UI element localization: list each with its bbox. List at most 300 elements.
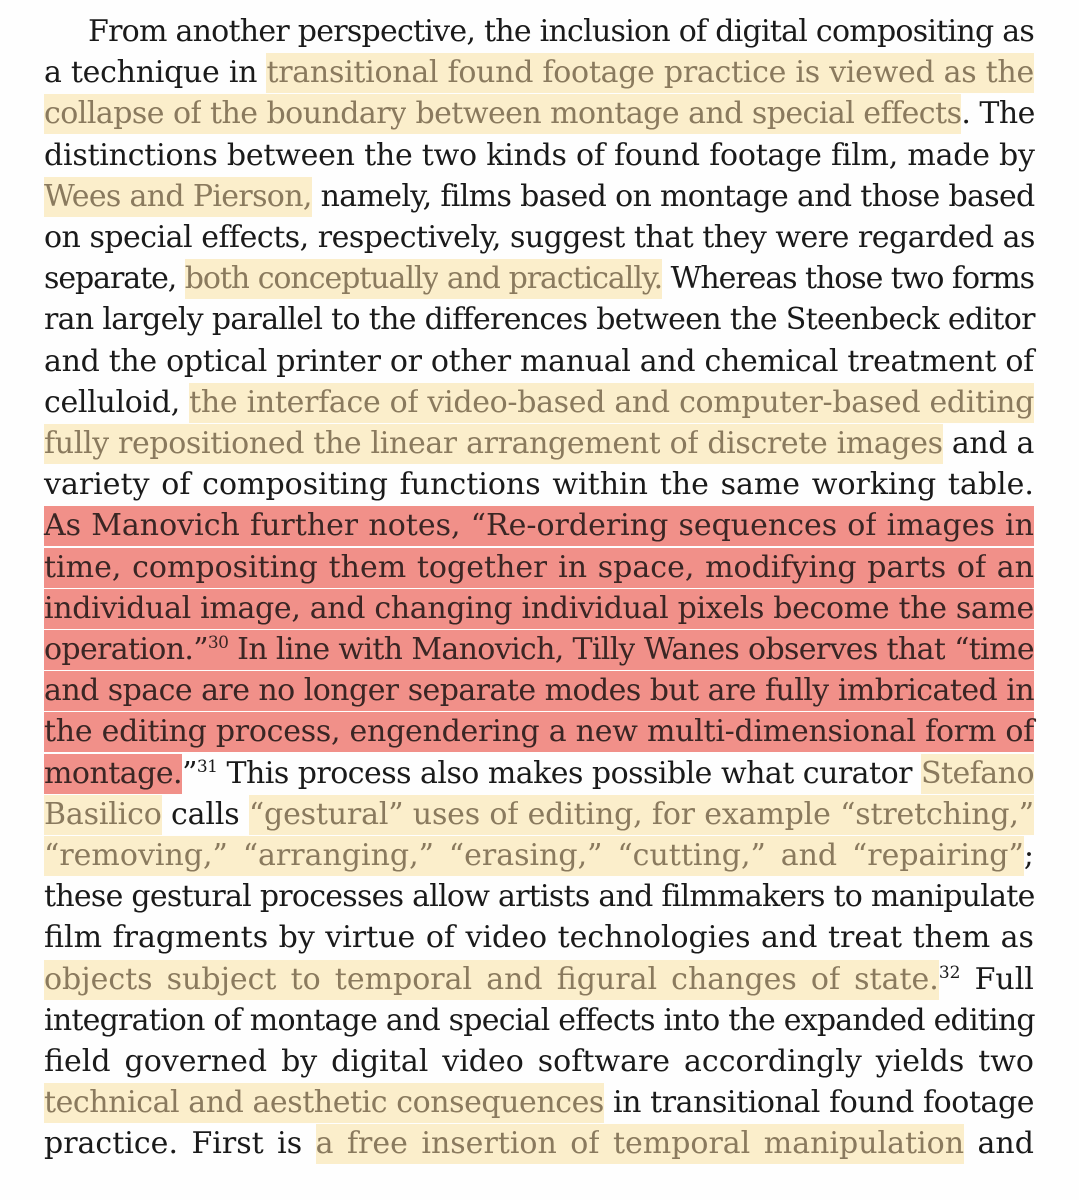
highlighted-text-run (854, 94, 863, 134)
text-run (990, 918, 1001, 958)
text-run (964, 1042, 978, 1082)
highlighted-text-run: of (570, 1124, 599, 1164)
text-run (415, 918, 426, 958)
text-run: Steenbeck (785, 302, 940, 338)
highlighted-text-run (164, 94, 173, 134)
text-line (44, 342, 1034, 384)
text-run (150, 465, 162, 505)
highlighted-text-run (827, 424, 836, 464)
highlighted-text-run: multi-dimensional (647, 712, 916, 752)
text-run (217, 754, 226, 794)
text-run (111, 1042, 125, 1082)
text-run: First (191, 1126, 264, 1162)
highlighted-text-run: that (887, 630, 946, 670)
text-run: of (576, 137, 605, 173)
highlighted-text-run (995, 506, 1005, 546)
highlighted-text-run: practice (664, 53, 786, 93)
text-run: by (281, 1044, 318, 1079)
text-run (241, 1001, 250, 1041)
highlighted-text-run: separate (408, 671, 536, 711)
text-run: suggest (509, 220, 625, 255)
highlighted-text-run: “stretching,” (840, 795, 1034, 835)
text-line (44, 53, 1034, 95)
text-run: Full (974, 961, 1034, 997)
text-run: and (639, 343, 696, 379)
highlighted-text-run: for (652, 795, 695, 835)
highlighted-text-run: but (650, 671, 699, 711)
highlighted-text-run (387, 1083, 396, 1123)
text-run: and (977, 1126, 1034, 1162)
highlighted-text-run: them (329, 548, 407, 588)
highlighted-text-run: process, (216, 712, 340, 752)
highlighted-text-run: imbricated (838, 671, 997, 711)
highlighted-text-run: images (837, 424, 943, 464)
highlighted-text-run (889, 589, 898, 629)
highlighted-text-run: modifying (705, 548, 856, 588)
highlighted-text-run (240, 506, 250, 546)
highlighted-text-run (679, 94, 688, 134)
text-line (44, 712, 1034, 754)
highlighted-text-run: space (108, 671, 192, 711)
highlighted-text-run (587, 548, 598, 588)
highlighted-text-run (541, 94, 550, 134)
text-run: films (440, 178, 512, 214)
highlighted-text-run (99, 671, 108, 711)
highlighted-text-run: Pierson, (193, 177, 312, 217)
text-run (411, 754, 420, 794)
text-run (479, 754, 488, 794)
highlighted-text-run (976, 53, 985, 93)
text-run: the (729, 302, 777, 338)
highlighted-text-run (92, 712, 101, 752)
text-run (62, 53, 71, 93)
highlighted-text-run: interface (247, 383, 381, 423)
highlighted-text-run (365, 589, 374, 629)
text-run: footage (922, 1085, 1035, 1121)
text-run (531, 12, 540, 52)
text-run (355, 136, 364, 176)
highlighted-text-run: changing (374, 589, 512, 629)
text-run: artists (498, 879, 590, 915)
text-run (775, 1001, 784, 1041)
highlighted-text-run: of (811, 960, 840, 1000)
text-run (102, 918, 113, 958)
highlighted-text-run: changes (671, 960, 797, 1000)
highlighted-text-run: and (688, 94, 743, 134)
highlighted-text-run (599, 1124, 612, 1164)
text-run (914, 1083, 923, 1123)
highlighted-text-run: longer (304, 671, 399, 711)
text-line (44, 671, 1034, 713)
text-run (838, 342, 847, 382)
text-run: and (598, 879, 653, 915)
text-run: allow (412, 879, 490, 915)
text-run: celluloid, (44, 384, 180, 420)
text-run: other (430, 343, 511, 379)
highlighted-text-run: figural (557, 960, 657, 1000)
highlighted-text-run (277, 960, 291, 1000)
highlighted-text-run: together (417, 548, 548, 588)
highlighted-text-run (878, 630, 887, 670)
text-line (44, 1042, 1034, 1084)
highlighted-text-run (201, 94, 210, 134)
text-line (44, 177, 1034, 219)
highlighted-text-run (539, 712, 548, 752)
highlighted-text-run: the (210, 94, 258, 134)
highlighted-text-run (695, 795, 704, 835)
text-run: in (228, 55, 258, 91)
text-run: effects, (201, 220, 309, 255)
text-run: calls (171, 796, 240, 832)
highlighted-text-run: found (448, 53, 534, 93)
text-run (606, 177, 615, 217)
text-run (882, 259, 890, 299)
highlighted-text-run: individual (44, 589, 191, 629)
highlighted-text-run (408, 1124, 421, 1164)
text-run: and (385, 1002, 440, 1038)
highlighted-text-run (434, 836, 449, 876)
text-run (501, 218, 510, 258)
text-run: digital (331, 1044, 429, 1079)
text-run (80, 218, 89, 258)
text-run: to (833, 879, 863, 915)
highlighted-text-run: same (956, 589, 1034, 629)
text-run (695, 342, 704, 382)
highlighted-text-run: the (189, 383, 237, 423)
text-run: on (44, 220, 81, 255)
text-run (289, 12, 298, 52)
text-line (88, 12, 1034, 54)
text-run: From (88, 14, 167, 49)
highlighted-text-run (406, 548, 417, 588)
text-run: editor (947, 302, 1035, 338)
highlighted-text-run: arrangement (466, 424, 660, 464)
highlighted-text-run: between (415, 94, 541, 134)
highlighted-text-run (361, 424, 370, 464)
text-run (709, 465, 721, 505)
highlighted-text-run (557, 1124, 570, 1164)
text-run: transitional (650, 1085, 820, 1121)
footnote-ref (939, 960, 961, 1000)
text-run: forms (951, 261, 1034, 297)
text-line (44, 136, 1034, 178)
text-run (477, 136, 486, 176)
text-run: between (596, 302, 721, 338)
text-run (996, 342, 1005, 382)
text-run (766, 218, 775, 258)
highlighted-text-run: objects (44, 960, 153, 1000)
text-run (700, 136, 709, 176)
highlighted-text-run (829, 671, 838, 711)
text-run: curator (802, 755, 912, 791)
text-run (651, 177, 660, 217)
text-run: made (907, 137, 990, 173)
text-run (440, 1001, 449, 1041)
text-run (218, 136, 227, 176)
highlighted-text-run (184, 177, 193, 217)
highlighted-text-run (179, 1083, 188, 1123)
text-run (205, 1001, 214, 1041)
text-run: special (89, 220, 193, 255)
text-run (751, 918, 762, 958)
highlighted-text-run (191, 589, 200, 629)
text-run (1007, 424, 1016, 464)
highlighted-text-run: modes (545, 671, 641, 711)
highlighted-text-run (743, 94, 752, 134)
text-run: two (421, 137, 477, 173)
text-run (178, 1124, 191, 1164)
text-run (190, 465, 202, 505)
text-run (777, 300, 786, 340)
text-run: Whereas (670, 261, 797, 297)
text-run (862, 877, 871, 917)
highlighted-text-run: and (130, 177, 184, 217)
highlighted-text-run (857, 548, 868, 588)
highlighted-text-run (750, 1124, 763, 1164)
text-run (788, 177, 797, 217)
highlighted-text-run: temporal (335, 960, 472, 1000)
highlighted-text-run: fully (44, 424, 109, 464)
highlighted-text-run: boundary (267, 94, 407, 134)
text-line (44, 465, 1034, 507)
highlighted-text-run (820, 53, 829, 93)
text-run: film (44, 920, 103, 956)
highlighted-text-run: Manovich, (411, 630, 563, 670)
highlighted-text-run (837, 836, 852, 876)
highlighted-text-run: to (291, 960, 321, 1000)
highlighted-text-run (533, 53, 542, 93)
text-run: found (829, 1085, 914, 1121)
text-line (44, 300, 1034, 342)
highlighted-text-run: in (1005, 506, 1034, 546)
highlighted-text-run: in (558, 548, 587, 588)
highlighted-text-run: sequences (678, 506, 837, 546)
text-run: table. (947, 467, 1034, 503)
text-run: by (278, 920, 315, 956)
highlighted-text-run: an (997, 548, 1034, 588)
text-run (719, 1001, 728, 1041)
text-run: manual (520, 343, 631, 379)
text-run: treat (827, 920, 903, 956)
text-run: effects (558, 1002, 655, 1038)
text-run (289, 754, 298, 794)
highlighted-text-run: conceptually (258, 259, 439, 299)
text-line (44, 506, 1034, 548)
text-run (203, 300, 212, 340)
highlighted-text-run: with (338, 630, 402, 670)
text-run: also (420, 755, 479, 791)
text-run: these (44, 879, 123, 915)
highlighted-text-run: temporal (613, 1124, 750, 1164)
highlighted-text-run (258, 94, 267, 134)
highlighted-text-run (920, 383, 929, 423)
highlighted-text-run: both (185, 259, 249, 299)
text-line (44, 630, 1034, 672)
text-run: treatment (847, 343, 997, 379)
highlighted-text-run: fully (765, 671, 829, 711)
text-run: same (720, 467, 801, 503)
text-run (268, 918, 279, 958)
text-run: editing (933, 1002, 1035, 1038)
highlighted-text-run (438, 53, 447, 93)
highlighted-text-run: and (486, 960, 542, 1000)
highlighted-text-run (694, 548, 705, 588)
highlighted-text-run (192, 671, 201, 711)
highlighted-text-run (207, 712, 216, 752)
footnote-ref (208, 630, 228, 670)
text-run (590, 877, 599, 917)
highlighted-text-run: become (773, 589, 889, 629)
text-line (44, 754, 1034, 796)
text-run: working (811, 467, 937, 503)
text-line (44, 548, 1034, 590)
text-run: a (44, 55, 62, 91)
footnote-number: 32 (938, 962, 961, 983)
highlighted-text-run (536, 671, 545, 711)
highlighted-text-run: individual (522, 589, 669, 629)
text-run (994, 218, 1003, 258)
text-run (192, 218, 201, 258)
highlighted-text-run: editing (102, 712, 207, 752)
text-run (455, 918, 466, 958)
highlighted-text-run (876, 506, 886, 546)
text-run (721, 300, 730, 340)
text-run: or (389, 343, 422, 379)
text-run (220, 53, 229, 93)
text-run: two (978, 1044, 1034, 1079)
text-run: perspective, (297, 14, 476, 49)
text-run (322, 300, 331, 340)
text-line (44, 383, 1034, 425)
highlighted-text-run (237, 383, 246, 423)
highlighted-text-run: “Re-ordering (471, 506, 669, 546)
text-run: of (1005, 343, 1034, 379)
text-run: chemical (704, 343, 839, 379)
text-run (312, 177, 321, 217)
text-run (302, 1124, 315, 1164)
text-run (511, 177, 520, 217)
text-run: processes (259, 879, 404, 915)
text-run: The (979, 96, 1035, 132)
text-run: printer (276, 343, 381, 379)
highlighted-text-run: transitional (266, 53, 438, 93)
highlighted-text-run: “erasing,” (449, 836, 603, 876)
highlighted-text-run: viewed (829, 53, 934, 93)
highlighted-text-run: notes, (368, 506, 460, 546)
highlighted-text-run (228, 630, 237, 670)
highlighted-text-run: further (250, 506, 358, 546)
text-run: of (425, 920, 455, 956)
text-run (567, 136, 576, 176)
text-run: variety (44, 467, 150, 503)
text-run (902, 918, 913, 958)
text-run: kinds (486, 137, 567, 173)
highlighted-text-run: linear (371, 424, 457, 464)
text-run (489, 877, 498, 917)
highlighted-text-run (698, 424, 707, 464)
highlighted-text-run: of (173, 94, 201, 134)
text-run: the (108, 343, 157, 379)
highlighted-text-run (756, 671, 765, 711)
text-run (180, 383, 189, 423)
text-run (381, 342, 390, 382)
highlighted-text-run (997, 671, 1006, 711)
highlighted-text-run: discrete (707, 424, 827, 464)
text-run: them (912, 920, 991, 956)
text-run (822, 136, 831, 176)
highlighted-text-run (249, 671, 258, 711)
highlighted-text-run (916, 712, 925, 752)
text-run: technologies (557, 920, 751, 956)
text-run (431, 177, 440, 217)
highlighted-text-run (358, 506, 368, 546)
highlighted-text-run: a (549, 712, 567, 752)
highlighted-text-run: the (313, 424, 361, 464)
text-run: based (948, 178, 1035, 214)
text-run: namely, (320, 178, 432, 214)
text-run: gestural (131, 879, 252, 915)
text-run: possible (591, 755, 712, 791)
text-run (849, 218, 858, 258)
highlighted-text-run (380, 383, 389, 423)
highlighted-text-run (547, 548, 558, 588)
text-run (820, 1083, 829, 1123)
text-run: by (999, 137, 1035, 173)
highlighted-text-run (668, 506, 678, 546)
text-run: distinctions (44, 137, 218, 173)
text-run (940, 177, 949, 217)
text-run: regarded (857, 220, 994, 255)
highlighted-text-run (330, 630, 339, 670)
highlighted-text-run (321, 960, 335, 1000)
text-run (817, 918, 828, 958)
highlighted-text-run: uses (413, 795, 480, 835)
highlighted-text-run: the (986, 53, 1034, 93)
highlighted-text-run (764, 589, 773, 629)
highlighted-text-run: aesthetic (252, 1083, 387, 1123)
highlighted-text-run: Basilico (44, 795, 162, 835)
text-line (44, 94, 1034, 136)
text-run: functions (399, 467, 541, 503)
footnote-number: 31 (196, 756, 218, 777)
highlighted-text-run (947, 589, 956, 629)
text-run: parallel (211, 302, 323, 338)
highlighted-text-run: example (704, 795, 830, 835)
text-run (662, 259, 670, 299)
highlighted-text-run: montage. (44, 754, 182, 794)
text-run (693, 218, 702, 258)
text-run: of (678, 14, 707, 49)
text-run: technique (70, 55, 220, 91)
highlighted-text-run (840, 960, 854, 1000)
text-run: those (805, 261, 883, 297)
text-line (44, 960, 1034, 1002)
text-run: and (761, 920, 818, 956)
text-run: and (44, 343, 100, 379)
text-run (604, 1083, 613, 1123)
text-run (524, 1042, 538, 1082)
highlighted-text-run: and (447, 259, 500, 299)
text-run (990, 136, 999, 176)
highlighted-text-run: footage (542, 53, 654, 93)
text-run (360, 300, 369, 340)
text-run (377, 1001, 386, 1041)
text-run: inclusion (539, 14, 670, 49)
text-run (547, 918, 558, 958)
highlighted-text-run: Wanes (644, 630, 739, 670)
text-run: special (448, 1002, 550, 1038)
text-run: what (720, 755, 794, 791)
